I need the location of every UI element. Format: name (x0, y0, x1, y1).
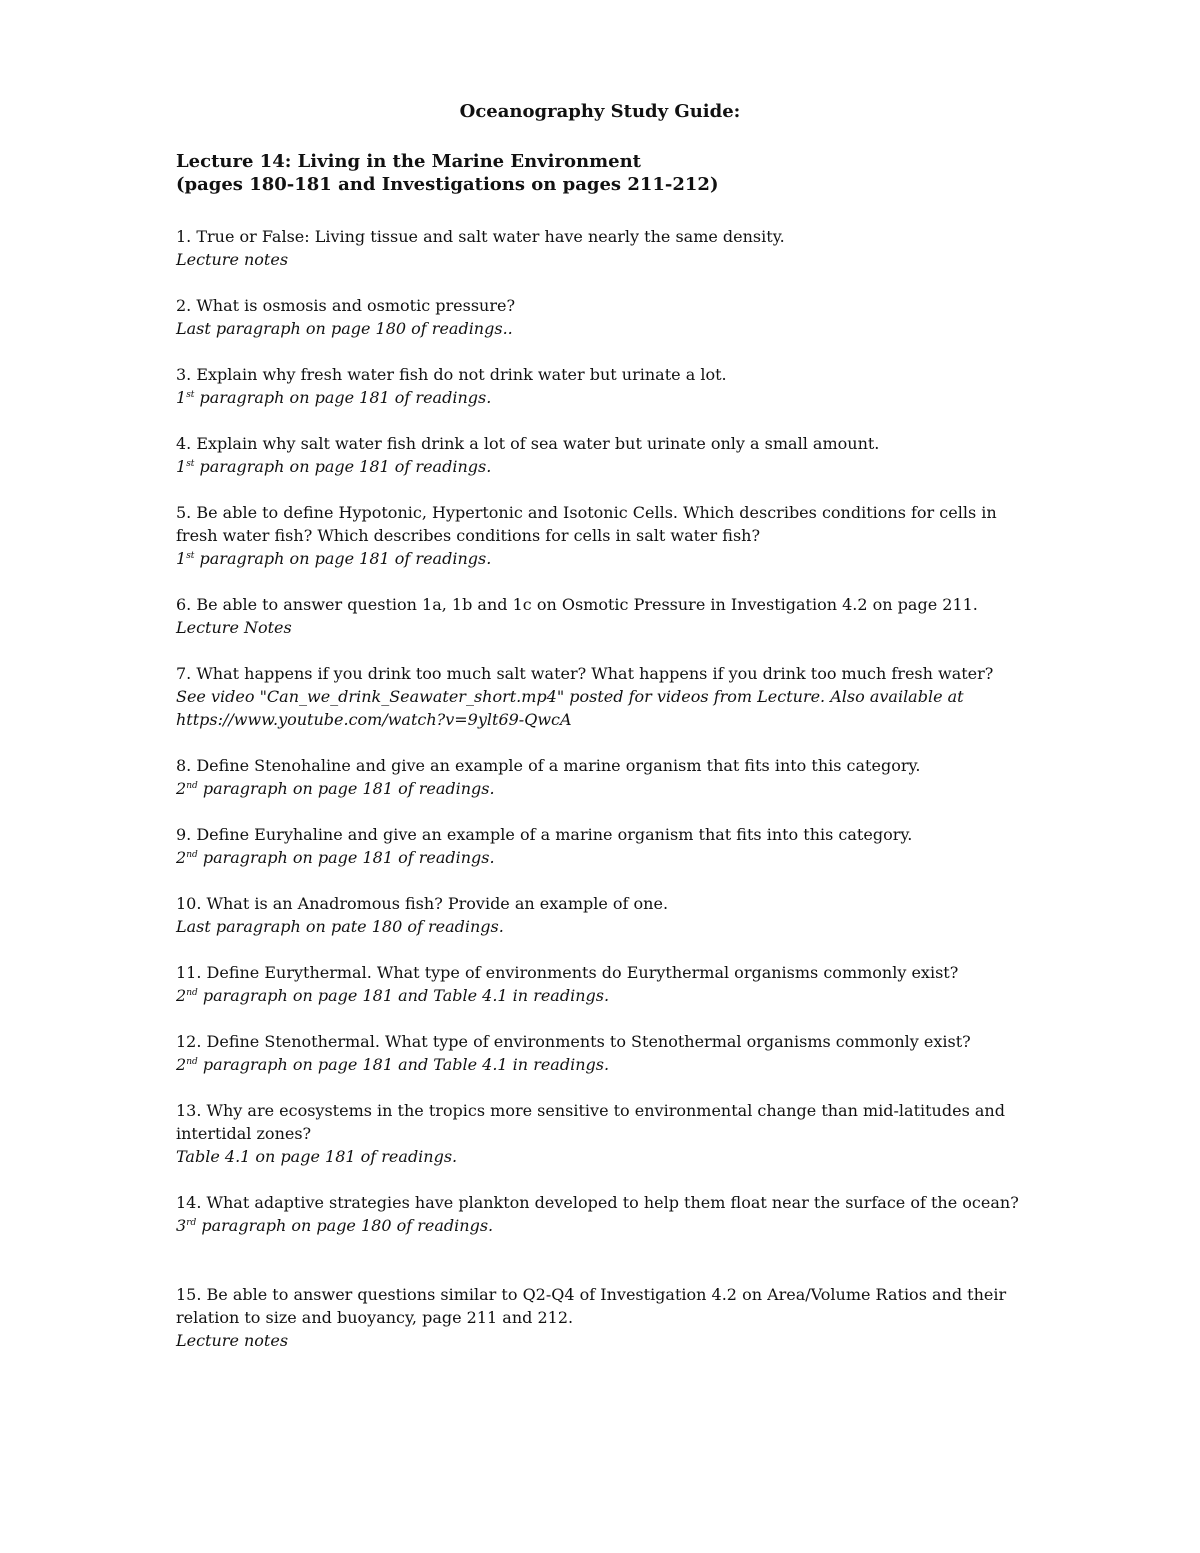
question-text: 3. Explain why fresh water fish do not drink water but urinate a lot. (176, 365, 727, 384)
question-reference: See video "Can_we_drink_Seawater_short.mp4" posted for videos from Lecture. Also available at https://www.youtube.com/watch?v=9ylt69-QwcA (176, 687, 964, 729)
question-15 (176, 1283, 1036, 1352)
question-5 (176, 501, 1036, 570)
ordinal-number: 1 (176, 388, 187, 407)
question-reference (176, 1214, 1036, 1237)
reference-rest: paragraph on page 181 of readings. (197, 848, 495, 867)
question-8 (176, 754, 1036, 800)
question-reference (176, 984, 1036, 1007)
question-reference (176, 547, 1036, 570)
lecture-pages: (pages 180-181 and Investigations on pages 211-212) (176, 174, 719, 195)
ordinal-suffix: nd (186, 1057, 198, 1067)
question-3 (176, 363, 1036, 409)
question-text: 5. Be able to define Hypotonic, Hypertonic and Isotonic Cells. Which describes conditions for cells in fresh water fish? Which describes conditions for cells in salt water fish? (176, 503, 997, 545)
question-reference (176, 455, 1036, 478)
ordinal-suffix: rd (186, 1218, 197, 1228)
question-2 (176, 294, 1036, 340)
question-reference (176, 386, 1036, 409)
reference-rest: paragraph on page 181 and Table 4.1 in readings. (197, 1055, 610, 1074)
question-text: 10. What is an Anadromous fish? Provide an example of one. (176, 894, 669, 913)
question-reference: Lecture notes (176, 250, 289, 269)
question-reference (176, 777, 1036, 800)
ordinal-number: 1 (176, 549, 187, 568)
reference-rest: paragraph on page 181 of readings. (194, 388, 492, 407)
question-13 (176, 1099, 1036, 1168)
lecture-title: Lecture 14: Living in the Marine Environment (176, 151, 641, 172)
ordinal-suffix: nd (186, 781, 198, 791)
page-title: Oceanography Study Guide: (459, 101, 741, 122)
question-text: 2. What is osmosis and osmotic pressure? (176, 296, 516, 315)
question-text: 9. Define Euryhaline and give an example of a marine organism that fits into this category. (176, 825, 913, 844)
question-reference (176, 846, 1036, 869)
question-1 (176, 225, 1036, 271)
question-7 (176, 662, 1036, 731)
question-6 (176, 593, 1036, 639)
question-reference (176, 1053, 1036, 1076)
question-12 (176, 1030, 1036, 1076)
question-reference: Lecture Notes (176, 618, 292, 637)
question-4 (176, 432, 1036, 478)
question-text: 1. True or False: Living tissue and salt water have nearly the same density. (176, 227, 785, 246)
question-text: 4. Explain why salt water fish drink a lot of sea water but urinate only a small amount. (176, 434, 880, 453)
question-text: 14. What adaptive strategies have plankton developed to help them float near the surface of the ocean? (176, 1193, 1019, 1212)
question-text: 13. Why are ecosystems in the tropics more sensitive to environmental change than mid-latitudes and intertidal zones? (176, 1101, 1005, 1143)
ordinal-number: 1 (176, 457, 187, 476)
reference-rest: paragraph on page 181 and Table 4.1 in readings. (197, 986, 610, 1005)
ordinal-number: 3 (176, 1216, 187, 1235)
reference-rest: paragraph on page 181 of readings. (197, 779, 495, 798)
question-reference: Last paragraph on pate 180 of readings. (176, 917, 504, 936)
question-text: 15. Be able to answer questions similar to Q2-Q4 of Investigation 4.2 on Area/Volume Ratios and their relation to size and buoyancy, page 211 and 212. (176, 1285, 1007, 1327)
ordinal-suffix: st (186, 390, 195, 400)
question-14 (176, 1191, 1036, 1237)
ordinal-number: 2 (176, 848, 187, 867)
question-reference: Lecture notes (176, 1331, 289, 1350)
question-text: 11. Define Eurythermal. What type of environments do Eurythermal organisms commonly exist? (176, 963, 959, 982)
question-9 (176, 823, 1036, 869)
question-text: 7. What happens if you drink too much salt water? What happens if you drink too much fresh water? (176, 664, 994, 683)
question-text: 8. Define Stenohaline and give an example of a marine organism that fits into this category. (176, 756, 921, 775)
reference-rest: paragraph on page 180 of readings. (196, 1216, 494, 1235)
ordinal-suffix: st (186, 459, 195, 469)
ordinal-suffix: nd (186, 988, 198, 998)
question-reference: Table 4.1 on page 181 of readings. (176, 1147, 458, 1166)
question-text: 12. Define Stenothermal. What type of environments to Stenothermal organisms commonly exist? (176, 1032, 971, 1051)
question-10 (176, 892, 1036, 938)
ordinal-suffix: nd (186, 850, 198, 860)
reference-rest: paragraph on page 181 of readings. (194, 457, 492, 476)
lecture-heading (176, 150, 718, 196)
question-text: 6. Be able to answer question 1a, 1b and 1c on Osmotic Pressure in Investigation 4.2 on page 211. (176, 595, 978, 614)
reference-rest: paragraph on page 181 of readings. (194, 549, 492, 568)
ordinal-number: 2 (176, 779, 187, 798)
question-reference: Last paragraph on page 180 of readings.. (176, 319, 513, 338)
ordinal-number: 2 (176, 986, 187, 1005)
ordinal-suffix: st (186, 551, 195, 561)
ordinal-number: 2 (176, 1055, 187, 1074)
question-11 (176, 961, 1036, 1007)
